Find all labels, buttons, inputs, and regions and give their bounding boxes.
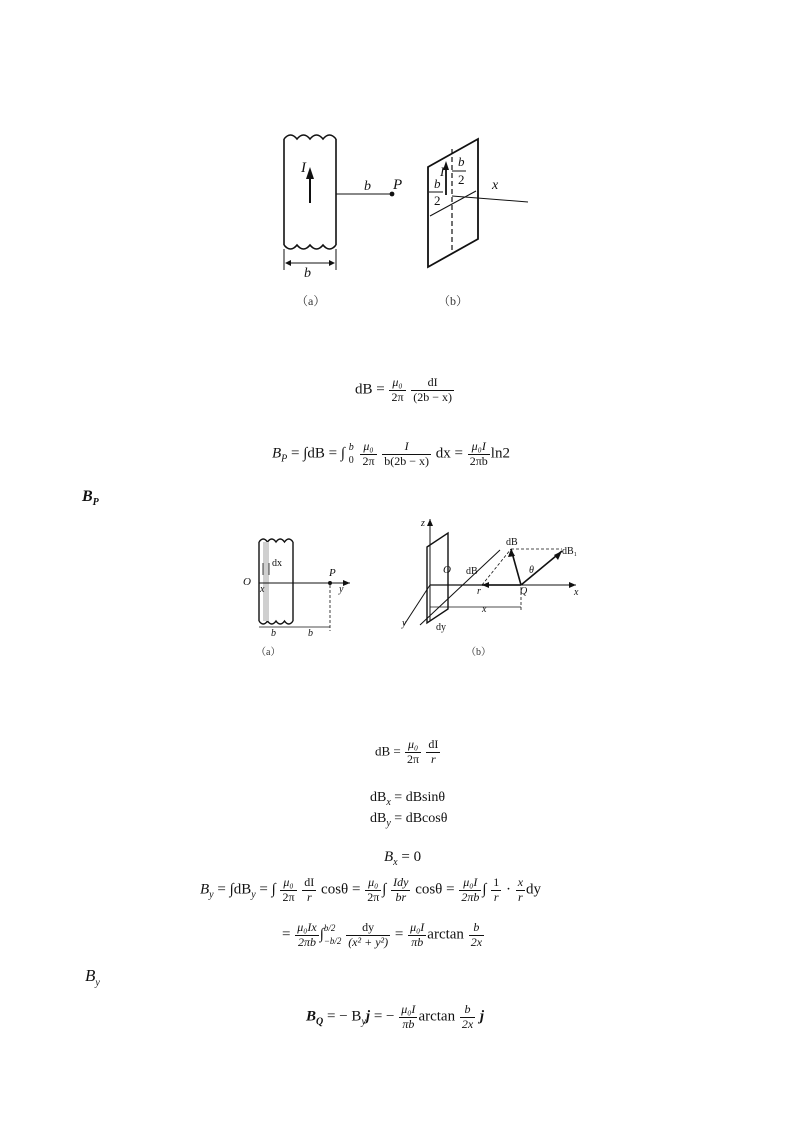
caption-a-fig2: （a） xyxy=(256,647,281,658)
eq7-frac3 xyxy=(491,876,501,905)
eq8-result xyxy=(408,921,426,950)
eq7-int3: ∫ xyxy=(482,881,487,898)
eq9-BQ-sub: Q xyxy=(316,1016,324,1028)
dim-arrow-right xyxy=(329,260,335,266)
eq7-int-dBy: = ∫dB xyxy=(217,881,252,898)
eq7-f1-den: r xyxy=(306,889,312,904)
label-dy: dy xyxy=(436,622,446,633)
eq3-coef xyxy=(405,738,421,767)
eq7-cos1: cosθ = xyxy=(321,881,361,898)
label-x-2b-dim: x xyxy=(482,604,487,615)
eq8-r-den: πb xyxy=(411,934,424,949)
dB-arrow xyxy=(508,549,515,557)
caption-a-fig1: （a） xyxy=(296,294,326,308)
eq7-c2-den: 2π xyxy=(367,889,380,904)
eq2-coef xyxy=(360,440,376,469)
eq2-frac-den: b(2b − x) xyxy=(384,453,430,468)
eq9-eq: = − xyxy=(373,1008,395,1025)
label-O-2b: O xyxy=(443,564,451,576)
current-arrow-a xyxy=(306,167,314,203)
eq1-coef-num: μ₀ xyxy=(389,376,405,391)
label-b2-2a: b xyxy=(308,628,313,639)
label-By-sub: y xyxy=(95,977,100,989)
eq9-r-den: πb xyxy=(402,1016,415,1031)
eq8-f-num: dy xyxy=(346,921,390,936)
equation-By-integral xyxy=(200,876,541,905)
eq8-lim-up: b/2 xyxy=(323,922,336,933)
eq8-coef xyxy=(295,921,319,950)
eq7-dy: dy xyxy=(526,881,542,898)
eq7-coef1 xyxy=(280,876,296,905)
equation-dB-element xyxy=(375,738,441,767)
eq7-f2-num: Idy xyxy=(393,875,409,889)
eq3-frac-num: dI xyxy=(428,737,439,751)
eq7-By-sub: y xyxy=(209,889,214,901)
eq8-frac xyxy=(346,921,390,950)
eq2-coef-num: μ₀ xyxy=(360,440,376,455)
eq8-arg xyxy=(469,921,484,950)
eq8-limits xyxy=(324,922,342,949)
caption-b-fig2: （b） xyxy=(466,647,491,658)
eq9-BQ: B xyxy=(306,1008,317,1025)
eq6-sub: x xyxy=(393,857,398,868)
eq7-c2-num: μ₀ xyxy=(365,876,381,891)
label-dB1: dB₁ xyxy=(562,546,578,557)
eq7-frac1 xyxy=(302,876,316,905)
label-y-2a: y xyxy=(339,584,344,595)
label-Q: Q xyxy=(520,586,528,597)
label-b-side: b xyxy=(364,179,371,194)
eq8-arctan: arctan xyxy=(427,926,464,943)
label-b-num1: b xyxy=(458,154,465,169)
label-BP-sub: P xyxy=(92,497,99,509)
eq2-coef-den: 2π xyxy=(362,453,375,468)
caption-b-fig1: （b） xyxy=(438,294,469,308)
eq2-lhs-sub: P xyxy=(281,453,288,465)
eq7-dot: · xyxy=(502,881,515,898)
eq9-minus-By: = − B xyxy=(323,1008,362,1025)
label-x-b: x xyxy=(492,178,499,193)
eq3-coef-num: μ₀ xyxy=(405,738,421,753)
eq4-sub: x xyxy=(386,796,391,808)
eq3-lhs: dB = xyxy=(375,743,401,759)
eq7-c3-den: 2πb xyxy=(461,889,480,904)
eq2-ln2: ln2 xyxy=(490,445,510,462)
eq7-f4-num: x xyxy=(517,875,524,889)
eq7-By: B xyxy=(200,881,210,898)
eq1-coef xyxy=(389,376,405,405)
equation-dBy xyxy=(370,812,447,829)
eq9-r-num: μ₀I xyxy=(401,1002,416,1016)
figure-2 xyxy=(230,515,590,660)
label-I-b: I xyxy=(440,164,445,179)
dim-arrow-left xyxy=(285,260,291,266)
eq2-lim-up: b xyxy=(348,442,354,454)
label-z-2b: z xyxy=(421,518,425,529)
eq7-frac4 xyxy=(516,876,525,905)
eq9-arctan: arctan xyxy=(418,1008,456,1025)
eq2-integral: = ∫dB = ∫ xyxy=(291,445,345,462)
eq8-t-num: b xyxy=(469,921,484,936)
axis-y-2a-arrow xyxy=(343,580,350,586)
label-x-2b: x xyxy=(574,587,579,598)
eq1-lhs: dB = xyxy=(355,381,385,398)
label-b-bottom: b xyxy=(304,266,311,281)
eq1-frac-num: dI xyxy=(411,376,454,391)
figure-1 xyxy=(270,125,560,310)
eq9-j2: j xyxy=(479,1008,485,1025)
eq8-int: ∫ xyxy=(319,926,324,943)
label-2-den1: 2 xyxy=(458,172,465,187)
eq6-rhs: = 0 xyxy=(397,849,422,865)
eq7-cos2: cosθ = xyxy=(415,881,455,898)
eq9-t-num: b xyxy=(460,1003,475,1018)
eq7-c1-num: μ₀ xyxy=(280,876,296,891)
point-P-2a xyxy=(328,581,332,585)
label-BP xyxy=(82,488,99,508)
eq6-B: B xyxy=(384,849,394,865)
eq2-result xyxy=(468,440,490,469)
eq8-r-num: μ₀I xyxy=(410,920,425,934)
x-axis-b xyxy=(452,196,528,202)
label-dBx: dB xyxy=(466,566,478,577)
eq9-By-sub: y xyxy=(361,1016,366,1028)
equation-BQ xyxy=(306,1003,484,1032)
eq1-fraction xyxy=(411,376,454,405)
eq9-t-den: 2x xyxy=(461,1016,474,1031)
eq5-dB: dB xyxy=(370,811,387,826)
dashed-left xyxy=(482,549,511,585)
label-r: r xyxy=(477,586,481,597)
eq9-j1: j xyxy=(365,1008,371,1025)
label-theta: θ xyxy=(529,565,534,576)
eq9-coef xyxy=(399,1003,417,1032)
label-By-main: B xyxy=(85,966,96,985)
dB1-arrow xyxy=(554,551,562,560)
equation-dB-strip xyxy=(355,376,455,405)
label-BP-main: B xyxy=(82,488,93,505)
eq8-eq: = xyxy=(282,926,291,943)
eq2-dx: dx = xyxy=(435,445,463,462)
eq7-coef2 xyxy=(365,876,381,905)
eq7-coef3 xyxy=(459,876,481,905)
eq2-frac-num: I xyxy=(382,440,431,455)
label-2-den2: 2 xyxy=(434,193,441,208)
eq3-coef-den: 2π xyxy=(407,751,420,766)
eq7-c3-num: μ₀I xyxy=(459,876,481,891)
equation-dBx xyxy=(370,791,445,808)
eq8-t-den: 2x xyxy=(470,934,483,949)
eq8-eq2: = xyxy=(394,926,404,943)
eq7-f1-num: dI xyxy=(304,875,315,889)
label-O-2a: O xyxy=(243,576,251,588)
eq7-int-dBy-sub: y xyxy=(251,889,256,901)
eq2-lhs: B xyxy=(272,445,282,462)
eq2-res-den: 2πb xyxy=(469,453,488,468)
eq1-coef-den: 2π xyxy=(391,389,404,404)
label-By xyxy=(85,966,100,988)
label-x-2a: x xyxy=(260,584,265,595)
label-P-2a: P xyxy=(329,567,336,579)
eq8-lim-lo: −b/2 xyxy=(323,936,342,947)
dBx-arrow xyxy=(482,582,489,588)
label-I-a: I xyxy=(301,160,306,176)
eq1-frac-den: (2b − x) xyxy=(413,389,453,404)
label-y-2b: y xyxy=(402,618,407,629)
equation-Bx xyxy=(384,850,421,868)
eq4-rhs: = dBsinθ xyxy=(390,790,446,805)
eq7-f3-num: 1 xyxy=(493,875,500,889)
eq7-f2-den: br xyxy=(395,889,407,904)
eq8-c-num: μ₀Ix xyxy=(297,920,317,934)
eq9-arg xyxy=(460,1003,475,1032)
label-dx: dx xyxy=(272,558,282,569)
eq7-f3-den: r xyxy=(493,889,499,904)
element-strip-dx xyxy=(263,542,269,621)
equation-By-result xyxy=(282,921,485,950)
eq2-res-num: μ₀I xyxy=(468,440,490,455)
eq2-lim-lo: 0 xyxy=(348,455,354,467)
label-P: P xyxy=(393,177,403,193)
eq5-sub: y xyxy=(386,817,391,829)
label-b-num2: b xyxy=(434,176,441,191)
eq7-int: = ∫ xyxy=(259,881,276,898)
eq3-frac-den: r xyxy=(430,751,436,766)
eq7-c1-den: 2π xyxy=(282,889,295,904)
eq7-frac2 xyxy=(391,876,410,905)
eq8-f-den: (x² + y²) xyxy=(348,934,389,949)
eq4-dB: dB xyxy=(370,790,387,805)
eq7-f4-den: r xyxy=(518,889,523,904)
eq3-fraction xyxy=(426,738,440,767)
equation-BP-integral xyxy=(272,440,510,469)
axis-z-2b-arrow xyxy=(427,519,433,526)
label-b1-2a: b xyxy=(271,628,276,639)
label-dB: dB xyxy=(506,537,518,548)
eq8-c-den: 2πb xyxy=(297,934,316,949)
eq5-rhs: = dBcosθ xyxy=(390,811,448,826)
eq7-int2: ∫ xyxy=(382,881,387,898)
eq2-fraction xyxy=(382,440,431,469)
eq2-limits xyxy=(349,441,354,467)
